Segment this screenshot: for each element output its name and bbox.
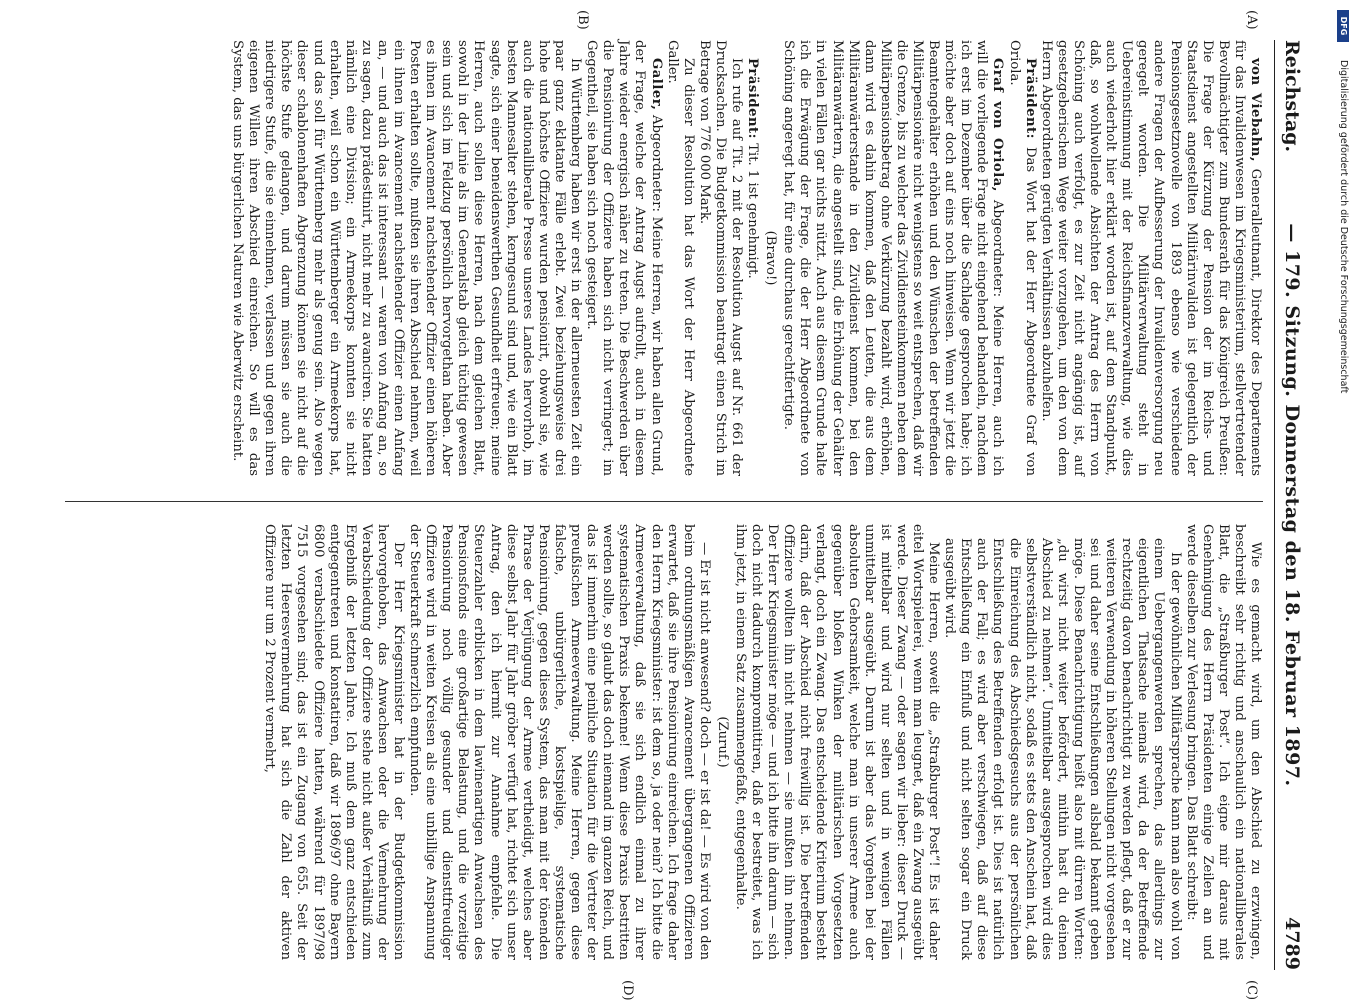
- page-number: 4789: [1281, 917, 1303, 970]
- paragraph: [780, 40, 1005, 476]
- paragraph: [1006, 40, 1038, 476]
- margin-marker-d: (D): [620, 980, 635, 1001]
- paragraph: [583, 40, 663, 476]
- paragraph: In Württemberg haben wir erst in der allerneuesten Zeit ein paar ganz eklatante Fälle erlebt. Zwei beziehungsweise drei hohe und höchste Offiziere wurden pensionirt, obwohl sie, wie auch die nationalliberale Presse unseres Landes hervorhob, im besten Mannesalter stehen, kerngesund sind und, wie ein Blatt sagte, sich einer beneidenswerthen Gesundheit erfreuen; meine Herren, auch sollen diese Herren, nach dem gleichen Blatt, sowohl in der Linie als im Generalstab gleich tüchtig gewesen sein und sich im Feldzug persönlich hervorgethan haben. Aber es ihnen im Avancement nachstehender Offizier einen höheren Posten erhalten sollte, mußten sie ihren Abschied nehmen, weil ein ihnen im Avancement nachstehender Offizier einen Anfang an, — und auch das ist interessant — waren von Anfang an, so zu sagen, dazu prädestinirt, nicht mehr zu avanciren. Sie hatten nämlich eine Division; ein Armeekorps konnten sie nicht erhalten, weil schon ein Württemberger ein Armeekorps hat, und das soll für Württemberg mehr als genug sein. Also wegen dieser schablonenhaften Abgrenzung können sie nicht auf die höchste Stufe gelangen, und darum müssen sie auch die niedrigere Stufe, die sie einnehmen, verlassen und gegen ihren eigenen Willen ihren Abschied einreichen. So will es das System, das uns bürgerlichen Naturen wie Aberwitz erscheint.: [230, 40, 584, 476]
- speaker-name: Präsident:: [745, 58, 761, 140]
- paragraph: Ich rufe auf Tit. 2 mit der Resolution Augst auf Nr. 661 der Drucksachen. Die Budgetkommission beantragt einen Strich im Betrage von 776 000 Mark.: [696, 40, 744, 476]
- interjection: (Zuruf.): [714, 716, 730, 768]
- column-divider: [65, 501, 1263, 502]
- paragraph-text: Das Wort hat der Herr Abgeordnete Graf von Oriola.: [1006, 40, 1038, 476]
- digitization-credit-text: Digitalisierung gefördert durch die Deutsche Forschungsgemeinschaft: [1338, 60, 1349, 394]
- paragraph: Zu dieser Resolution hat das Wort der Herr Abgeordnete Galler.: [664, 40, 696, 476]
- quotation: In der gewöhnlichen Militärsprache kann man also wohl von einem Uebergangenwerden sprechen, das allerdings zur eigentlichen Thatsache niemals wird, da der Betreffende rechtzeitig davon benachrichtigt zu werden pflegt, daß er zur weiteren Verwendung in höheren Stellungen nicht vorgesehen sei und daher seine Entschließungen alsbald bekannt geben möge. Diese Benachrichtigung heißt also mit dürren Worten: „du wirst nicht weiter befördert, mithin hast du deinen Abschied zu nehmen“. Unmittelbar ausgesprochen wird dies selbstverständlich nicht, sodaß es stets den Anschein hat, daß die Einreichung des Abschiedsgesuchs aus der persönlichen Entschließung des Betreffenden erfolgt ist. Dies ist natürlich auch der Fall; es wird aber verschwiegen, daß auf diese Entschließung ein Einfluß und nicht selten sogar ein Druck ausgeübt wird.: [942, 538, 1183, 960]
- paragraph-text: Abgeordneter: Meine Herren, auch ich will die vorliegende Frage nicht eingehend behandeln, nachdem ich erst im Dezember über die Sachlage gesprochen habe; ich möchte aber doch auf eins noch hinweisen. Wenn wir jetzt die Beamtengehälter erhöhen und den Wünschen der betreffenden Militärpensionäre nicht wenigstens so weit entsprechen, daß wir die Grenze, bis zu welcher das Zivildiensteinkommen neben dem Militärpensionsbetrag ohne Verkürzung bezahlt wird, erhöhen, dann wird es dahin kommen, daß den Leuten, die aus dem Militäranwärterstande in den Zivildienst kommen, bei den Militäranwärtern, die angestellt sind, die Erhöhung der Gehälter in vielen Fällen gar nichts nützt. Auch aus diesem Grunde halte ich die Erwägung der Frage, die der Herr Abgeordnete von Schöning angeregt hat, für eine durchaus gerechtfertigte.: [781, 40, 1006, 476]
- paragraph: Wie es gemacht wird, um den Abschied zu erzwingen, beschreibt sehr richtig und anschaulich ein nationalliberales Blatt, die „Straßburger Post“. Ich eigne mir daraus mit Genehmigung des Herrn Präsidenten einige Zeilen an und werde dieselben zur Verlesung bringen. Das Blatt schreibt:: [1183, 524, 1263, 960]
- margin-marker-b: (B): [575, 10, 590, 30]
- paragraph: [744, 40, 760, 476]
- speaker-name: Galler,: [648, 58, 664, 111]
- paragraph: [1038, 40, 1263, 476]
- dfg-logo: [1337, 10, 1349, 42]
- paragraph-text: Abgeordneter: Meine Herren, wir haben allen Grund, der Frage, welche der Antrag Augst aufrollt, auch in diesem Jahre wieder energisch näher zu treten. Die Beschwerden über die Pensionirung der Offiziere haben sich nicht verringert; im Gegentheil, sie haben sich noch gesteigert.: [584, 40, 664, 476]
- paragraph-text: Tit. 1 ist genehmigt.: [745, 143, 761, 279]
- margin-marker-c: (C): [1244, 980, 1259, 1001]
- paragraph: Meine Herren, soweit die „Straßburger Post“! Es ist daher eitel Wortspielerei, wenn man leugnet, daß ein Zwang ausgeübt werde. Dieser Zwang — oder sagen wir lieber: dieser Druck — ist mittelbar und wird nur selten und in wenigen Fällen unmittelbar ausgeübt. Darum ist aber das Vorgehen bei der absoluten Gehorsamkeit, welche man in unserer Armee auch gegenüber bloßen Winken der militärischen Vorgesetzten verlangt, doch ein Zwang. Das entscheidende Kriterium besteht darin, daß der Abschied nicht freiwillig ist. Die betreffenden Offiziere wollten ihn nicht nehmen — sie mußten ihn nehmen. Der Herr Kriegsminister möge — und ich bitte ihn darum — sich doch nicht dadurch kompromittiren, daß er bestreitet, was ich ihm jetzt, in einem Satz zusammengefaßt, entgegenhalte.: [733, 524, 942, 960]
- rotated-page: [35, 0, 1325, 1000]
- interjection: (Bravo!): [763, 230, 779, 286]
- right-column: [55, 524, 1263, 960]
- digitization-credit: [1335, 60, 1349, 960]
- dfg-logo-text: DFG: [1339, 16, 1348, 36]
- page-header: [1274, 40, 1303, 970]
- paragraph: — Er ist nicht anwesend? doch — er ist da! — Es wird von den beim ordnungsmäßigen Avancement übergangenen Offizieren erwartet, daß sie ihre Pensionirung einreichen. Ich frage daher den Herrn Kriegsminister: ist dem so, ja oder nein? Ich bitte die Armeeverwaltung, daß sie sich endlich einmal zu ihrer systematischen Praxis bekenne! Wenn diese Praxis bestritten werden sollte, so glaubt das doch niemand im ganzen Reich, und das ist immerhin eine peinliche Situation für die Vertreter der preußischen Armeeverwaltung. Meine Herren, gegen diese falsche, unbürgerliche, kostspielige, systematische Pensionirung, gegen dieses System, das man mit der tönenden Phrase der Verjüngung der Armee vertheidigt, welches aber diese selbst Jahr für Jahr gröber verfügt hat, richtet sich unser Antrag, den ich hiermit zur Annahme empfehle. Die Steuerzahler erblicken in dem lawinenartigen Anwachsen des Pensionsfonds eine großartige Belastung, und die vorzeitige Pensionirung noch völlig gesunder und diensttfreudiger Offiziere wird in weiten Kreisen als eine unbillige Anspannung der Steuerkraft schmerzlich empfunden.: [407, 524, 712, 960]
- speaker-name: Präsident:: [1022, 58, 1038, 140]
- paragraph: Der Herr Kriegsminister hat in der Budgetkommission hervorgehoben, das Anwachsen oder die Vermehrung der Verabschiedung der Offiziere stehe nicht außer Verhältniß zum Ergebniß der letzten Jahre. Ich muß dem ganz entschieden entgegentreten und konstatiren, daß wir 1896/97 ohne Bayern 6800 verabschiedete Offiziere hatten, während für 1897/98 7515 vorgesehen sind; das ist ein Zugang von 655. Seit der letzten Heeresvermehrung hat sich die Zahl der aktiven Offiziere nur um 2 Prozent vermehrt,: [262, 524, 407, 960]
- header-reichstag: Reichstag.: [1281, 40, 1303, 153]
- left-column: [55, 40, 1263, 476]
- speaker-name: von Viebahn,: [1248, 58, 1263, 162]
- header-session-date: — 179. Sitzung. Donnerstag den 18. Februar 1897.: [1281, 223, 1303, 787]
- paragraph-text: Generalleutnant, Direktor des Departements für das Invalidenwesen im Kriegsministerium, stellvertretender Bevollmächtigter zum Bundesrath für das Königreich Preußen: Die Frage der Kürzung der Pension der im Reichs- und Staatsdienst angestellten Militärinvaliden ist gelegentlich der Pensionsgesetznovelle von 1893 ebenso wie verschiedene andere Fragen der Aufbesserung der Invalidenversorgung neu geregelt worden. Die Militärverwaltung steht in Uebereinstimmung mit der Reichsfinanzverwaltung, wie dies auch wiederholt hier erklärt worden ist, auf dem Standpunkt, daß, so wohlwollende Absichten der Antrag des Herrn von Schöning auch verfolgt, es zur Zeit nicht angängig ist, auf gesetzgeberischem Wege weiter vorzugehen, um den von dem Herrn Abgeordneten gerügten Verhältnissen abzuhelfen.: [1038, 40, 1263, 476]
- margin-marker-a: (A): [1244, 10, 1259, 30]
- speaker-name: Graf von Oriola,: [990, 58, 1006, 192]
